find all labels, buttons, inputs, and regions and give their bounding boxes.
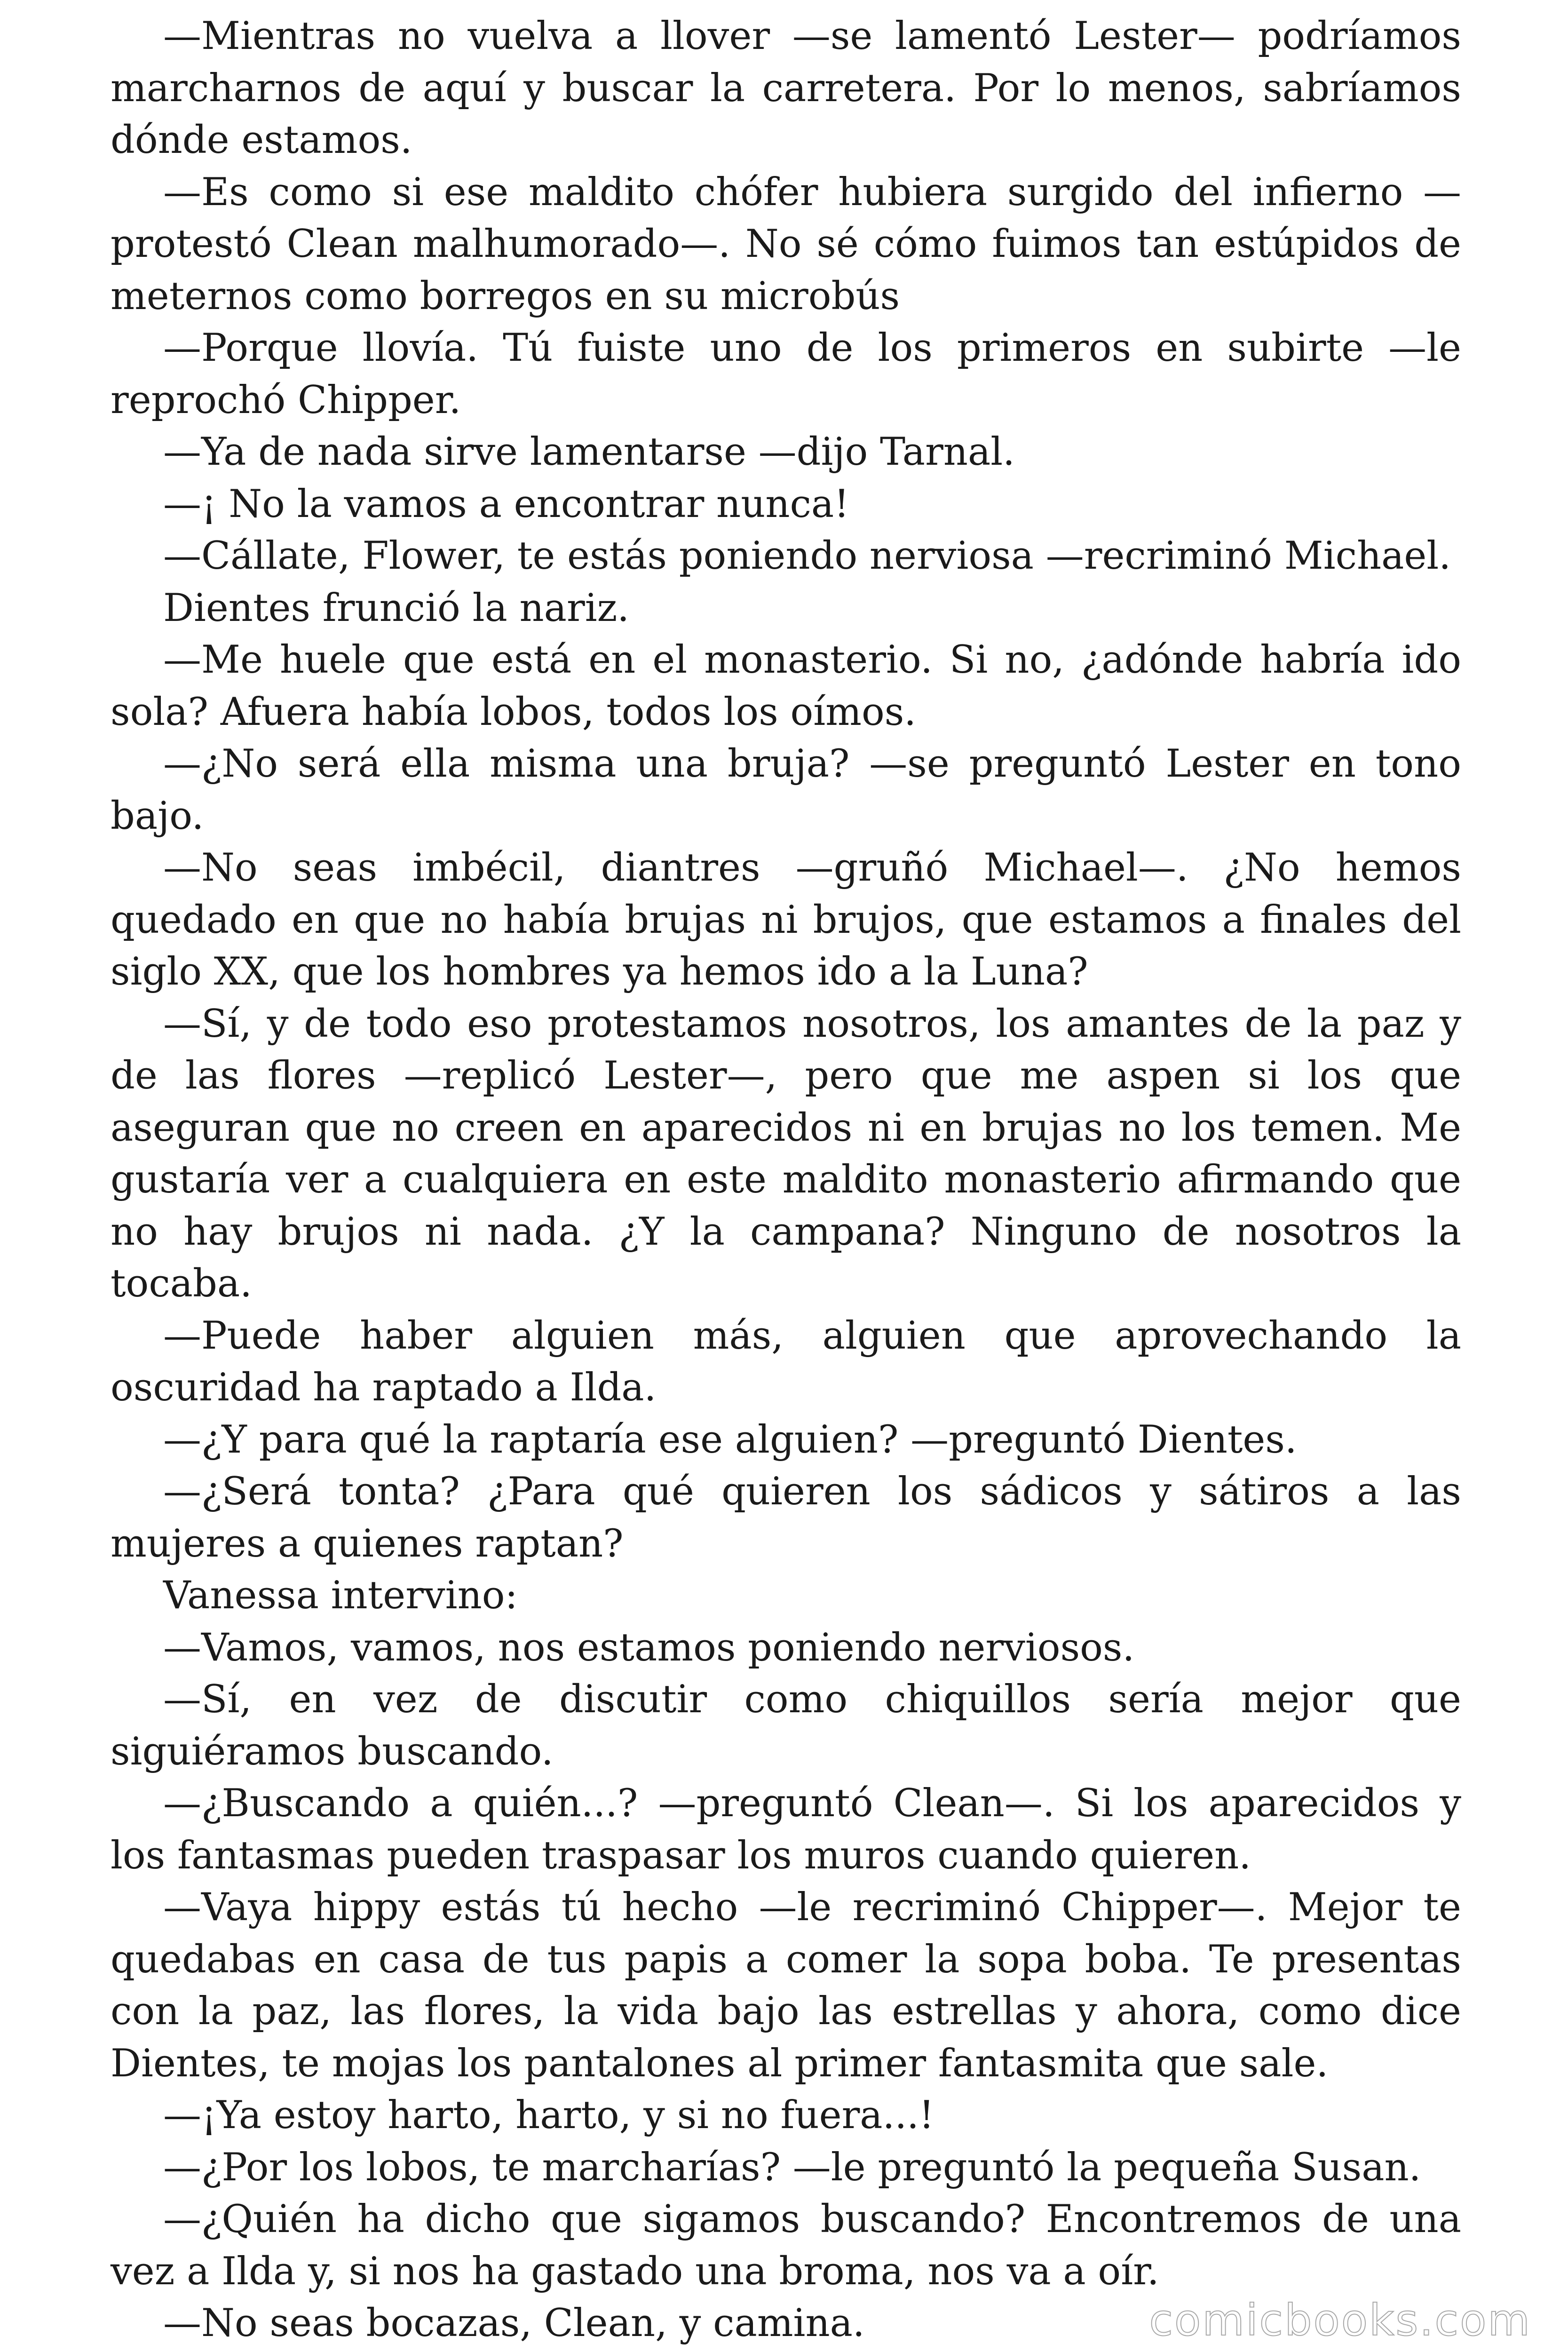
paragraph: —Mientras no vuelva a llover —se lamentó Lester— podríamos marcharnos de aquí y buscar la carretera. Por lo menos, sabríamos dónde estamos.	[111, 14, 1461, 162]
paragraph: —Ya de nada sirve lamentarse —dijo Tarnal.	[163, 430, 1015, 474]
paragraph: —¡Ya estoy harto, harto, y si no fuera...!	[163, 2093, 934, 2137]
paragraph: —Me huele que está en el monasterio. Si no, ¿adónde habría ido sola? Afuera había lobos, todos los oímos.	[111, 638, 1461, 734]
paragraph: —¡ No la vamos a encontrar nunca!	[163, 482, 849, 526]
paragraph: —Porque llovía. Tú fuiste uno de los primeros en subirte —le reprochó Chipper.	[111, 326, 1461, 422]
paragraph: —Puede haber alguien más, alguien que aprovechando la oscuridad ha raptado a Ilda.	[111, 1313, 1461, 1410]
paragraph: —¿Buscando a quién...? —preguntó Clean—. Si los aparecidos y los fantasmas pueden traspasar los muros cuando quieren.	[111, 1781, 1461, 1878]
paragraph: —Sí, y de todo eso protestamos nosotros, los amantes de la paz y de las flores —replicó Lester—, pero que me aspen si los que aseguran que no creen en aparecidos ni en brujas no los temen. Me gustaría ver a cualquiera en este maldito monasterio afirmando que no hay brujos ni nada. ¿Y la campana? Ninguno de nosotros la tocaba.	[111, 1001, 1461, 1306]
paragraph: —¿Será tonta? ¿Para qué quieren los sádicos y sátiros a las mujeres a quienes raptan?	[111, 1470, 1461, 1566]
paragraph: —¿Por los lobos, te marcharías? —le preguntó la pequeña Susan.	[163, 2145, 1421, 2190]
paragraph: —No seas imbécil, diantres —gruñó Michael—. ¿No hemos quedado en que no había brujas ni brujos, que estamos a finales del siglo XX, que los hombres ya hemos ido a la Luna?	[111, 846, 1461, 994]
paragraph: —Cállate, Flower, te estás poniendo nerviosa —recriminó Michael.	[163, 534, 1451, 578]
paragraph: —Sí, en vez de discutir como chiquillos sería mejor que siguiéramos buscando.	[111, 1677, 1461, 1774]
paragraph: Vanessa intervino:	[163, 1573, 518, 1618]
paragraph: —Vaya hippy estás tú hecho —le recriminó Chipper—. Mejor te quedabas en casa de tus papis a comer la sopa boba. Te presentas con la paz, las flores, la vida bajo las estrellas y ahora, como dice Dientes, te mojas los pantalones al primer fantasmita que sale.	[111, 1885, 1461, 2086]
paragraph: —¿Quién ha dicho que sigamos buscando? Encontremos de una vez a Ilda y, si nos ha gastado una broma, nos va a oír.	[111, 2197, 1461, 2294]
paragraph: —Es como si ese maldito chófer hubiera surgido del infierno — protestó Clean malhumorado—. No sé cómo fuimos tan estúpidos de meternos como borregos en su microbús	[111, 170, 1461, 318]
paragraph: Dientes frunció la nariz.	[163, 586, 630, 630]
watermark: comicbooks.com	[1149, 2295, 1531, 2345]
paragraph: —Vamos, vamos, nos estamos poniendo nerviosos.	[163, 1625, 1135, 1670]
paragraph: —¿No será ella misma una bruja? —se preguntó Lester en tono bajo.	[111, 742, 1461, 838]
paragraph: —¿Y para qué la raptaría ese alguien? —preguntó Dientes.	[163, 1417, 1297, 1462]
paragraph: —No seas bocazas, Clean, y camina.	[163, 2301, 865, 2345]
body-text	[111, 10, 1461, 2350]
